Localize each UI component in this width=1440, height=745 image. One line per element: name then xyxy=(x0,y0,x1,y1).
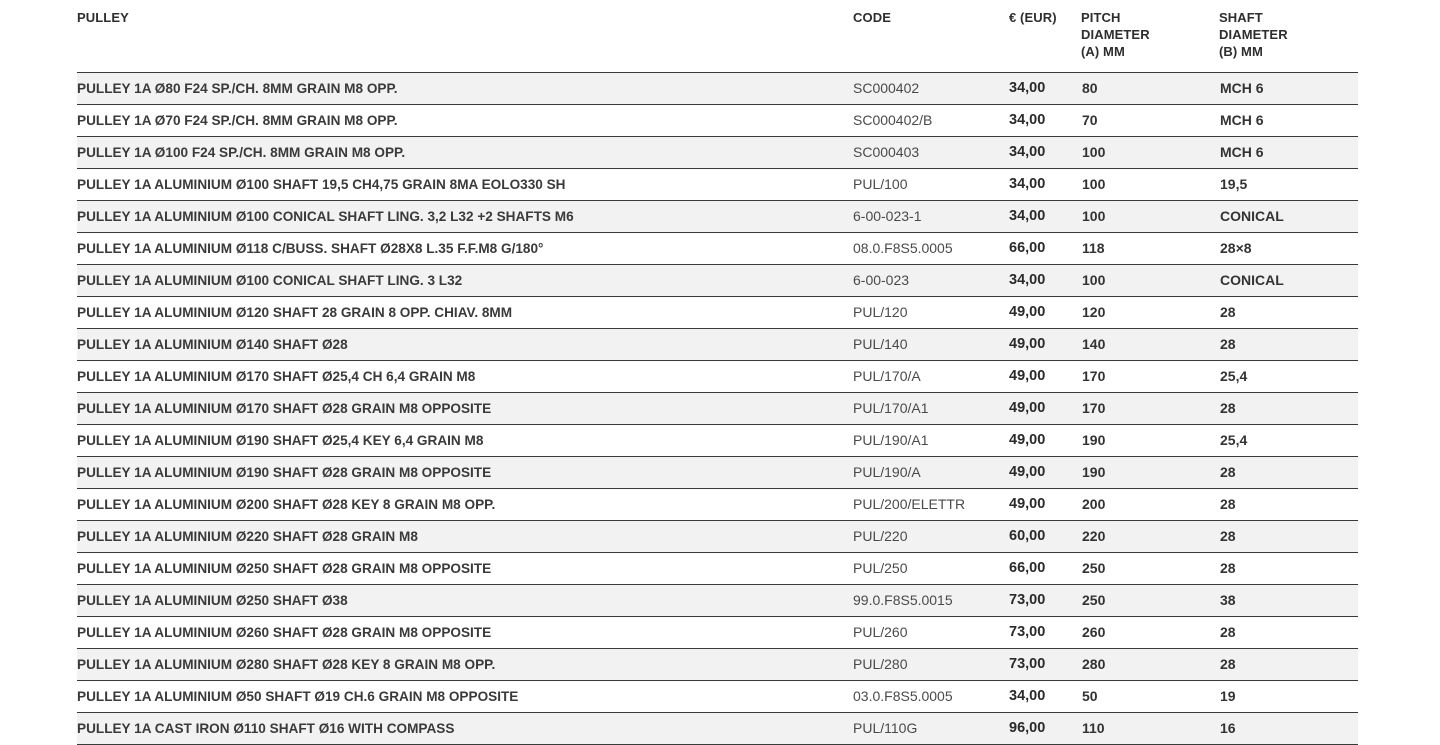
table-row[interactable] xyxy=(77,456,1358,488)
table-row[interactable] xyxy=(77,648,1358,680)
cell-pitch-diameter: 70 xyxy=(1081,104,1219,136)
cell-price: 34,00 xyxy=(1009,200,1081,232)
cell-shaft-diameter: 28×8 xyxy=(1219,232,1358,264)
cell-price: 49,00 xyxy=(1009,296,1081,328)
cell-pitch-diameter: 110 xyxy=(1081,712,1219,744)
cell-code: SC000402/B xyxy=(853,104,1009,136)
cell-pitch-diameter: 120 xyxy=(1081,296,1219,328)
cell-shaft-diameter: 28 xyxy=(1219,520,1358,552)
cell-pitch-diameter: 170 xyxy=(1081,360,1219,392)
cell-code: PUL/170/A1 xyxy=(853,392,1009,424)
cell-code: 6-00-023-1 xyxy=(853,200,1009,232)
cell-code: PUL/100 xyxy=(853,168,1009,200)
cell-pulley: PULLEY 1A ALUMINIUM Ø120 SHAFT 28 GRAIN 8 OPP. CHIAV. 8MM xyxy=(77,296,853,328)
cell-pitch-diameter: 220 xyxy=(1081,520,1219,552)
cell-pitch-diameter: 100 xyxy=(1081,200,1219,232)
cell-price: 66,00 xyxy=(1009,552,1081,584)
header-pitch-line-1: PITCH xyxy=(1081,10,1121,25)
cell-pitch-diameter: 80 xyxy=(1081,72,1219,104)
cell-shaft-diameter: 38 xyxy=(1219,584,1358,616)
table-row[interactable] xyxy=(77,392,1358,424)
header-pitch-diameter[interactable] xyxy=(1081,0,1219,72)
cell-pulley: PULLEY 1A ALUMINIUM Ø100 CONICAL SHAFT LING. 3,2 L32 +2 SHAFTS M6 xyxy=(77,200,853,232)
header-code[interactable] xyxy=(853,0,1009,72)
header-pulley-line: PULLEY xyxy=(77,10,129,25)
table-row[interactable] xyxy=(77,264,1358,296)
header-pitch-line-3: (A) MM xyxy=(1081,44,1125,59)
header-price-line: € (EUR) xyxy=(1009,10,1057,25)
cell-code: PUL/120 xyxy=(853,296,1009,328)
cell-price: 49,00 xyxy=(1009,488,1081,520)
cell-pitch-diameter: 140 xyxy=(1081,328,1219,360)
table-body xyxy=(77,72,1358,744)
cell-pulley: PULLEY 1A Ø70 F24 SP./CH. 8MM GRAIN M8 OPP. xyxy=(77,104,853,136)
table-header xyxy=(77,0,1358,72)
table-row[interactable] xyxy=(77,232,1358,264)
header-shaft-line-1: SHAFT xyxy=(1219,10,1263,25)
cell-price: 34,00 xyxy=(1009,264,1081,296)
cell-code: PUL/110G xyxy=(853,712,1009,744)
cell-code: PUL/190/A1 xyxy=(853,424,1009,456)
cell-code: SC000403 xyxy=(853,136,1009,168)
cell-pitch-diameter: 250 xyxy=(1081,584,1219,616)
cell-price: 73,00 xyxy=(1009,648,1081,680)
cell-pitch-diameter: 190 xyxy=(1081,456,1219,488)
table-row[interactable] xyxy=(77,72,1358,104)
cell-shaft-diameter: 28 xyxy=(1219,488,1358,520)
header-shaft-line-3: (B) MM xyxy=(1219,44,1263,59)
table-row[interactable] xyxy=(77,424,1358,456)
cell-code: PUL/260 xyxy=(853,616,1009,648)
header-pitch-line-2: DIAMETER xyxy=(1081,27,1150,42)
cell-price: 34,00 xyxy=(1009,72,1081,104)
cell-pulley: PULLEY 1A ALUMINIUM Ø190 SHAFT Ø25,4 KEY 6,4 GRAIN M8 xyxy=(77,424,853,456)
cell-price: 34,00 xyxy=(1009,104,1081,136)
cell-pulley: PULLEY 1A ALUMINIUM Ø100 SHAFT 19,5 CH4,75 GRAIN 8MA EOLO330 SH xyxy=(77,168,853,200)
cell-pulley: PULLEY 1A ALUMINIUM Ø220 SHAFT Ø28 GRAIN M8 xyxy=(77,520,853,552)
cell-code: SC000402 xyxy=(853,72,1009,104)
cell-pulley: PULLEY 1A ALUMINIUM Ø118 C/BUSS. SHAFT Ø28X8 L.35 F.F.M8 G/180° xyxy=(77,232,853,264)
table-row[interactable] xyxy=(77,296,1358,328)
cell-pulley: PULLEY 1A ALUMINIUM Ø250 SHAFT Ø28 GRAIN M8 OPPOSITE xyxy=(77,552,853,584)
table-row[interactable] xyxy=(77,616,1358,648)
header-row xyxy=(77,0,1358,72)
table-row[interactable] xyxy=(77,328,1358,360)
table-row[interactable] xyxy=(77,520,1358,552)
header-price[interactable] xyxy=(1009,0,1081,72)
cell-pulley: PULLEY 1A ALUMINIUM Ø280 SHAFT Ø28 KEY 8 GRAIN M8 OPP. xyxy=(77,648,853,680)
cell-pulley: PULLEY 1A ALUMINIUM Ø100 CONICAL SHAFT LING. 3 L32 xyxy=(77,264,853,296)
cell-shaft-diameter: 25,4 xyxy=(1219,424,1358,456)
header-shaft-diameter[interactable] xyxy=(1219,0,1358,72)
table-row[interactable] xyxy=(77,200,1358,232)
cell-shaft-diameter: 28 xyxy=(1219,328,1358,360)
cell-pulley: PULLEY 1A ALUMINIUM Ø200 SHAFT Ø28 KEY 8 GRAIN M8 OPP. xyxy=(77,488,853,520)
cell-code: PUL/250 xyxy=(853,552,1009,584)
cell-code: 6-00-023 xyxy=(853,264,1009,296)
cell-shaft-diameter: CONICAL xyxy=(1219,264,1358,296)
table-row[interactable] xyxy=(77,552,1358,584)
cell-price: 49,00 xyxy=(1009,328,1081,360)
cell-pulley: PULLEY 1A ALUMINIUM Ø140 SHAFT Ø28 xyxy=(77,328,853,360)
cell-price: 60,00 xyxy=(1009,520,1081,552)
cell-pitch-diameter: 280 xyxy=(1081,648,1219,680)
cell-pitch-diameter: 190 xyxy=(1081,424,1219,456)
cell-pulley: PULLEY 1A CAST IRON Ø110 SHAFT Ø16 WITH COMPASS xyxy=(77,712,853,744)
cell-shaft-diameter: 28 xyxy=(1219,296,1358,328)
cell-price: 49,00 xyxy=(1009,456,1081,488)
cell-pitch-diameter: 170 xyxy=(1081,392,1219,424)
table-row[interactable] xyxy=(77,712,1358,744)
cell-pulley: PULLEY 1A ALUMINIUM Ø250 SHAFT Ø38 xyxy=(77,584,853,616)
cell-pitch-diameter: 50 xyxy=(1081,680,1219,712)
cell-price: 49,00 xyxy=(1009,392,1081,424)
cell-pitch-diameter: 200 xyxy=(1081,488,1219,520)
cell-pulley: PULLEY 1A ALUMINIUM Ø170 SHAFT Ø25,4 CH 6,4 GRAIN M8 xyxy=(77,360,853,392)
cell-code: 08.0.F8S5.0005 xyxy=(853,232,1009,264)
cell-pitch-diameter: 100 xyxy=(1081,168,1219,200)
cell-price: 66,00 xyxy=(1009,232,1081,264)
cell-pitch-diameter: 260 xyxy=(1081,616,1219,648)
cell-price: 49,00 xyxy=(1009,424,1081,456)
cell-pitch-diameter: 100 xyxy=(1081,264,1219,296)
cell-shaft-diameter: 28 xyxy=(1219,616,1358,648)
table-row[interactable] xyxy=(77,104,1358,136)
cell-pitch-diameter: 100 xyxy=(1081,136,1219,168)
cell-pulley: PULLEY 1A Ø100 F24 SP./CH. 8MM GRAIN M8 OPP. xyxy=(77,136,853,168)
cell-shaft-diameter: 28 xyxy=(1219,456,1358,488)
pulley-price-table xyxy=(77,0,1358,745)
cell-price: 34,00 xyxy=(1009,680,1081,712)
cell-code: PUL/220 xyxy=(853,520,1009,552)
cell-price: 96,00 xyxy=(1009,712,1081,744)
cell-price: 34,00 xyxy=(1009,136,1081,168)
header-code-line: CODE xyxy=(853,10,891,25)
cell-shaft-diameter: 28 xyxy=(1219,648,1358,680)
cell-shaft-diameter: 28 xyxy=(1219,552,1358,584)
cell-shaft-diameter: MCH 6 xyxy=(1219,104,1358,136)
cell-code: PUL/200/ELETTR xyxy=(853,488,1009,520)
cell-code: 99.0.F8S5.0015 xyxy=(853,584,1009,616)
cell-shaft-diameter: 19 xyxy=(1219,680,1358,712)
pulley-table-container xyxy=(77,0,1358,745)
cell-pulley: PULLEY 1A ALUMINIUM Ø260 SHAFT Ø28 GRAIN M8 OPPOSITE xyxy=(77,616,853,648)
table-row[interactable] xyxy=(77,168,1358,200)
cell-shaft-diameter: 25,4 xyxy=(1219,360,1358,392)
cell-pitch-diameter: 118 xyxy=(1081,232,1219,264)
table-row[interactable] xyxy=(77,360,1358,392)
table-row[interactable] xyxy=(77,584,1358,616)
cell-shaft-diameter: 19,5 xyxy=(1219,168,1358,200)
cell-price: 49,00 xyxy=(1009,360,1081,392)
cell-shaft-diameter: MCH 6 xyxy=(1219,136,1358,168)
header-pulley[interactable] xyxy=(77,0,853,72)
cell-price: 73,00 xyxy=(1009,616,1081,648)
cell-pulley: PULLEY 1A Ø80 F24 SP./CH. 8MM GRAIN M8 OPP. xyxy=(77,72,853,104)
cell-pulley: PULLEY 1A ALUMINIUM Ø50 SHAFT Ø19 CH.6 GRAIN M8 OPPOSITE xyxy=(77,680,853,712)
cell-code: PUL/170/A xyxy=(853,360,1009,392)
cell-shaft-diameter: 28 xyxy=(1219,392,1358,424)
header-shaft-line-2: DIAMETER xyxy=(1219,27,1288,42)
cell-pulley: PULLEY 1A ALUMINIUM Ø190 SHAFT Ø28 GRAIN M8 OPPOSITE xyxy=(77,456,853,488)
cell-price: 34,00 xyxy=(1009,168,1081,200)
cell-code: PUL/190/A xyxy=(853,456,1009,488)
cell-code: PUL/140 xyxy=(853,328,1009,360)
cell-code: 03.0.F8S5.0005 xyxy=(853,680,1009,712)
table-row[interactable] xyxy=(77,488,1358,520)
table-row[interactable] xyxy=(77,680,1358,712)
cell-price: 73,00 xyxy=(1009,584,1081,616)
cell-code: PUL/280 xyxy=(853,648,1009,680)
cell-shaft-diameter: MCH 6 xyxy=(1219,72,1358,104)
cell-shaft-diameter: 16 xyxy=(1219,712,1358,744)
cell-pitch-diameter: 250 xyxy=(1081,552,1219,584)
table-row[interactable] xyxy=(77,136,1358,168)
cell-shaft-diameter: CONICAL xyxy=(1219,200,1358,232)
cell-pulley: PULLEY 1A ALUMINIUM Ø170 SHAFT Ø28 GRAIN M8 OPPOSITE xyxy=(77,392,853,424)
